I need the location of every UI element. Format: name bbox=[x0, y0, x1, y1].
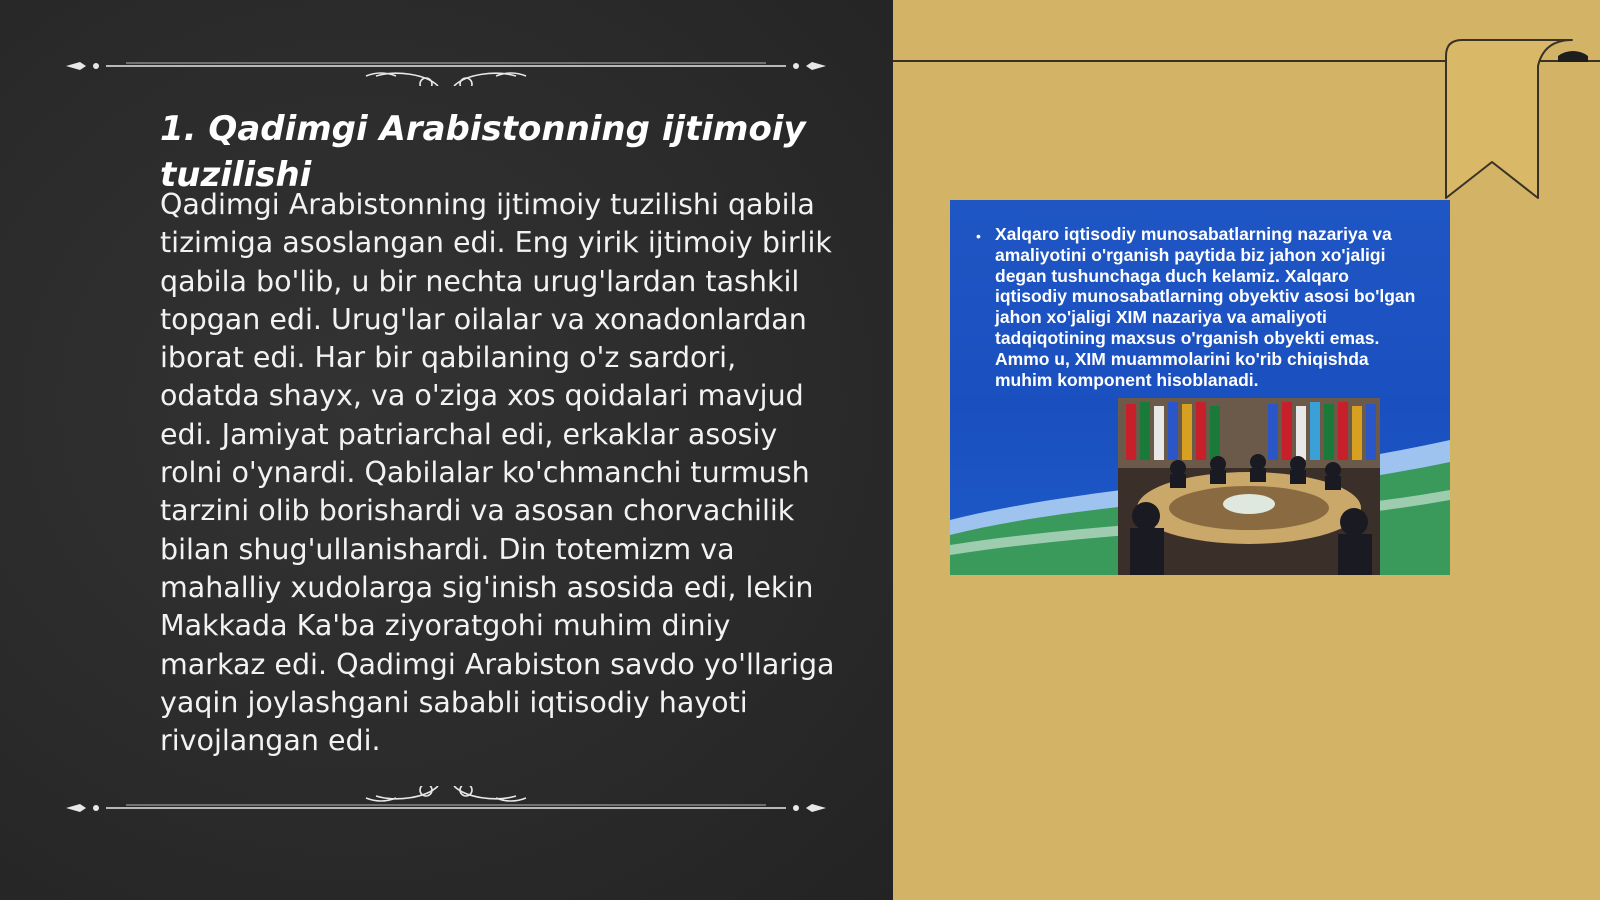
slide-title: 1. Qadimgi Arabistonning ijtimoiy tuzilishi bbox=[160, 109, 806, 195]
card-bullet: • bbox=[976, 228, 981, 244]
ornament-divider-top-icon bbox=[66, 46, 826, 86]
bookmark-ribbon-icon bbox=[1434, 36, 1600, 200]
embedded-slide-image bbox=[950, 200, 1450, 575]
summit-photo-icon bbox=[1118, 398, 1380, 575]
slide-body-text: Qadimgi Arabistonning ijtimoiy tuzilishi qabila tizimiga asoslangan edi. Eng yirik ijtimoiy birlik qabila bo'lib, u bir nechta urug'lardan tashkil topgan edi. Urug'lar oilalar va xonadonlardan iborat edi. Har bir qabilaning o'z sardori, odatda shayx, va o'ziga xos qoidalari mavjud edi. Jamiyat patriarchal edi, erkaklar asosiy rolni o'ynardi. Qabilalar ko'chmanchi turmush tarzini olib borishardi va asosan chorvachilik bilan shug'ullanishardi. Din totemizm va mahalliy xudolarga sig'inish asosida edi, lekin Makkada Ka'ba ziyoratgohi muhim diniy markaz edi. Qadimgi Arabiston savdo yo'llariga yaqin joylashgani sababli iqtisodiy hayoti rivojlangan edi. bbox=[160, 188, 835, 758]
card-text: Xalqaro iqtisodiy munosabatlarning nazariya va amaliyotini o'rganish paytida biz jahon xo'jaligi degan tushunchaga duch kelamiz. Xalqaro iqtisodiy munosabatlarning obyektiv asosi bo'lgan jahon xo'jaligi XIM nazariya va amaliyoti tadqiqotining maxsus o'rganish obyekti emas. Ammo u, XIM muammolarini ko'rib chiqishda muhim komponent hisoblanadi. bbox=[995, 224, 1416, 390]
ornament-divider-bottom-icon bbox=[66, 786, 826, 826]
